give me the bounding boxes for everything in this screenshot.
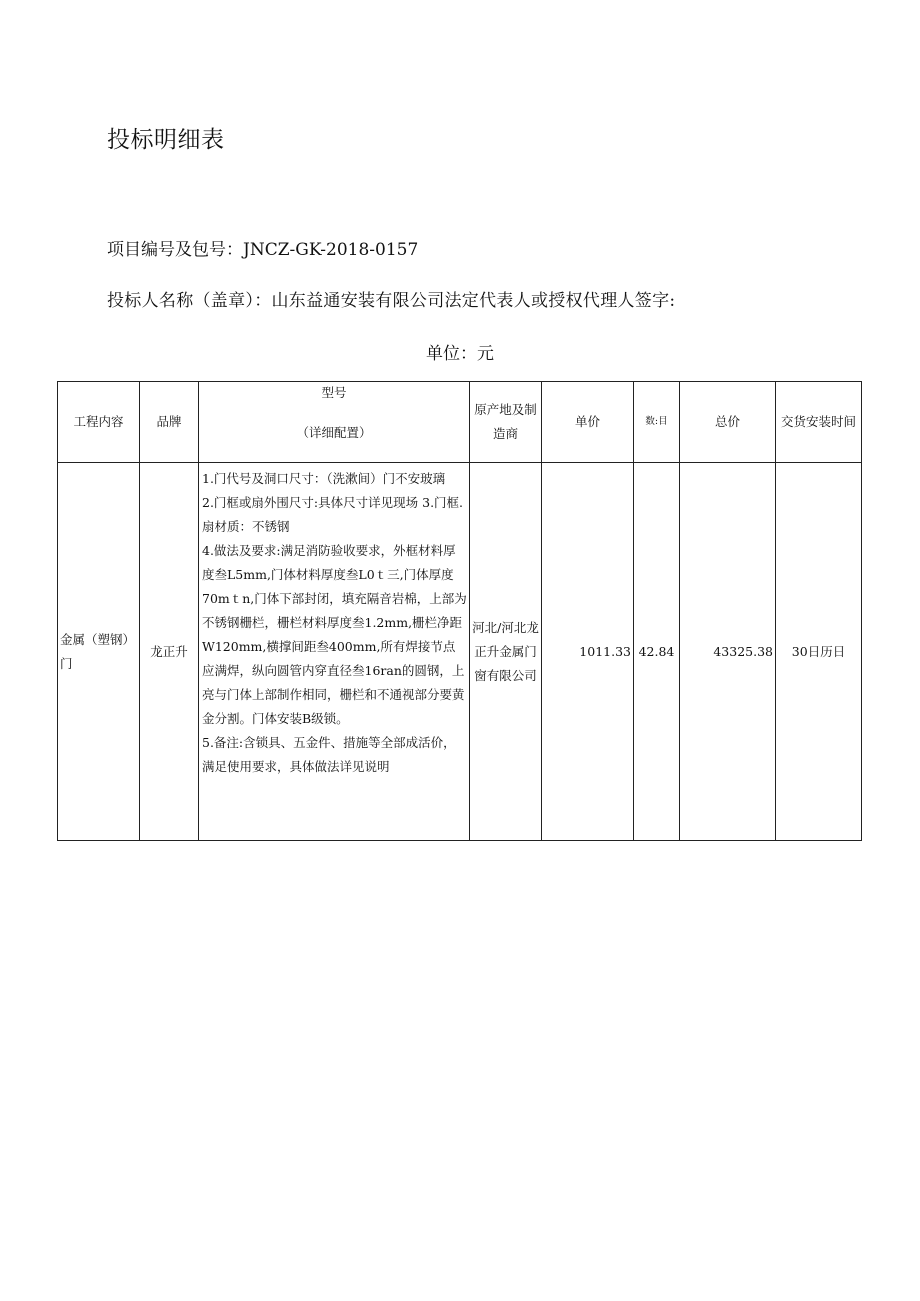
spec-item-1: 1.门代号及洞口尺寸：（洗漱间）门不安玻璃 (202, 471, 446, 486)
cell-delivery: 30日历日 (776, 463, 862, 841)
spec-item-5: 5.备注:含锁具、五金件、措施等全部成活价，满足使用要求，具体做法详见说明 (202, 735, 456, 774)
header-unit-price: 单价 (542, 382, 634, 463)
header-quantity: 数:目 (634, 382, 680, 463)
spec-item-2: 2.门框或扇外围尺寸:具体尺寸详见现场 3.门框.扇材质：不锈钢 (202, 495, 464, 534)
header-delivery: 交货安装时间 (776, 382, 862, 463)
bidder-name-line: 投标人名称（盖章）：山东益通安装有限公司法定代表人或授权代理人签字: (107, 291, 676, 311)
spec-item-4: 4.做法及要求:满足消防验收要求，外框材料厚度叁L5mm,门体材料厚度叁L0ｔ三,门体厚度70mｔn,门体下部封闭，填充隔音岩棉，上部为不锈钢栅栏，栅栏材料厚度叁1.2mm,栅栏净距W120mm,横撑间距叁400mm,所有焊接节点应满焊，纵向圆管内穿直径叁16ran的圆钢，上亮与门体上部制作相同，栅栏和不通视部分要黄金分割。门体安装B级锁。 (202, 543, 467, 726)
table-row (58, 463, 862, 841)
currency-unit-line: 单位：元 (426, 344, 494, 364)
project-number-line: 项目编号及包号：JNCZ-GK-2018-0157 (107, 240, 419, 260)
cell-brand: 龙正升 (140, 463, 199, 841)
cell-unit-price: 1011.33 (542, 463, 634, 841)
cell-content: 金属（塑钢）门 (58, 463, 140, 841)
header-model (199, 382, 470, 463)
header-content: 工程内容 (58, 382, 140, 463)
cell-total-price: 43325.38 (680, 463, 776, 841)
table-header-row (58, 382, 862, 463)
header-brand: 品牌 (140, 382, 199, 463)
header-model-label: 型号 (321, 385, 347, 400)
document-title: 投标明细表 (107, 127, 225, 153)
header-total-price: 总价 (680, 382, 776, 463)
cell-origin: 河北/河北龙正升金属门窗有限公司 (470, 463, 542, 841)
cell-quantity: 42.84 (634, 463, 680, 841)
header-model-sublabel: （详细配置） (296, 425, 372, 440)
cell-spec (199, 463, 470, 841)
bid-detail-table (57, 381, 862, 841)
header-origin: 原产地及制造商 (470, 382, 542, 463)
